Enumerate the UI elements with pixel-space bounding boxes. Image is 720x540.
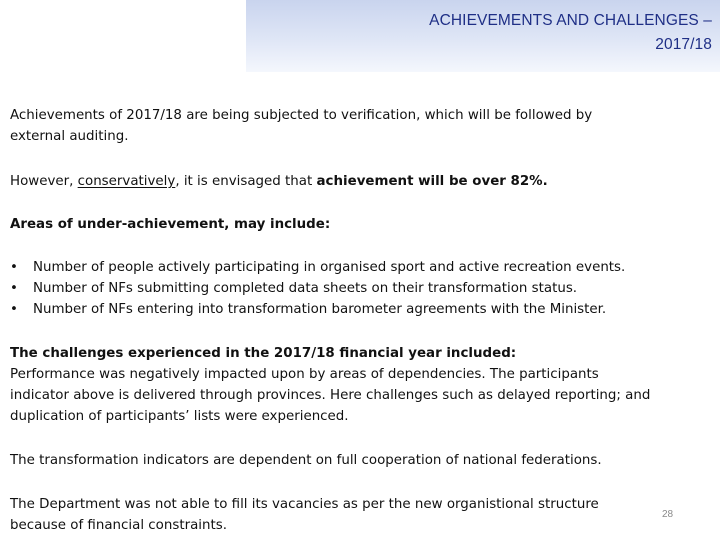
however-prefix: However, [10, 174, 78, 189]
list-item [10, 278, 710, 299]
list-item-text: Number of people actively participating in organised sport and active recreation events. [33, 260, 626, 275]
slide-title-line-1: ACHIEVEMENTS AND CHALLENGES – [429, 12, 712, 29]
slide-title-line-2: 2017/18 [655, 36, 712, 53]
bullet-icon: • [10, 260, 18, 275]
department-line-2: because of financial constraints. [10, 518, 227, 533]
under-achievement-list [10, 257, 710, 320]
list-item [10, 299, 710, 320]
list-item [10, 257, 710, 278]
department-line-1: The Department was not able to fill its vacancies as per the new organistional structure [10, 497, 599, 512]
achievement-highlight: achievement will be over 82%. [316, 174, 548, 189]
challenges-heading: The challenges experienced in the 2017/18 financial year included: [10, 346, 517, 361]
areas-heading: Areas of under-achievement, may include: [10, 217, 331, 232]
achievements-paragraph [10, 105, 690, 147]
challenges-paragraph [10, 343, 690, 427]
achievements-line-2: external auditing. [10, 129, 129, 144]
list-item-text: Number of NFs entering into transformation barometer agreements with the Minister. [33, 302, 607, 317]
bullet-icon: • [10, 281, 18, 296]
however-middle: , it is envisaged that [175, 174, 317, 189]
page-number: 28 [662, 509, 674, 520]
transformation-paragraph: The transformation indicators are dependent on full cooperation of national federations. [10, 453, 602, 468]
achievements-line-1: Achievements of 2017/18 are being subjected to verification, which will be followed by [10, 108, 593, 123]
conservatively-word: conservatively [77, 174, 176, 189]
challenges-line-3: duplication of participants’ lists were experienced. [10, 409, 349, 424]
department-paragraph [10, 494, 660, 536]
challenges-line-1: Performance was negatively impacted upon by areas of dependencies. The participants [10, 367, 599, 382]
slide-title [272, 9, 712, 57]
list-item-text: Number of NFs submitting completed data sheets on their transformation status. [33, 281, 578, 296]
challenges-line-2: indicator above is delivered through provinces. Here challenges such as delayed reporting; and [10, 388, 651, 403]
however-paragraph [10, 171, 690, 192]
bullet-icon: • [10, 302, 18, 317]
